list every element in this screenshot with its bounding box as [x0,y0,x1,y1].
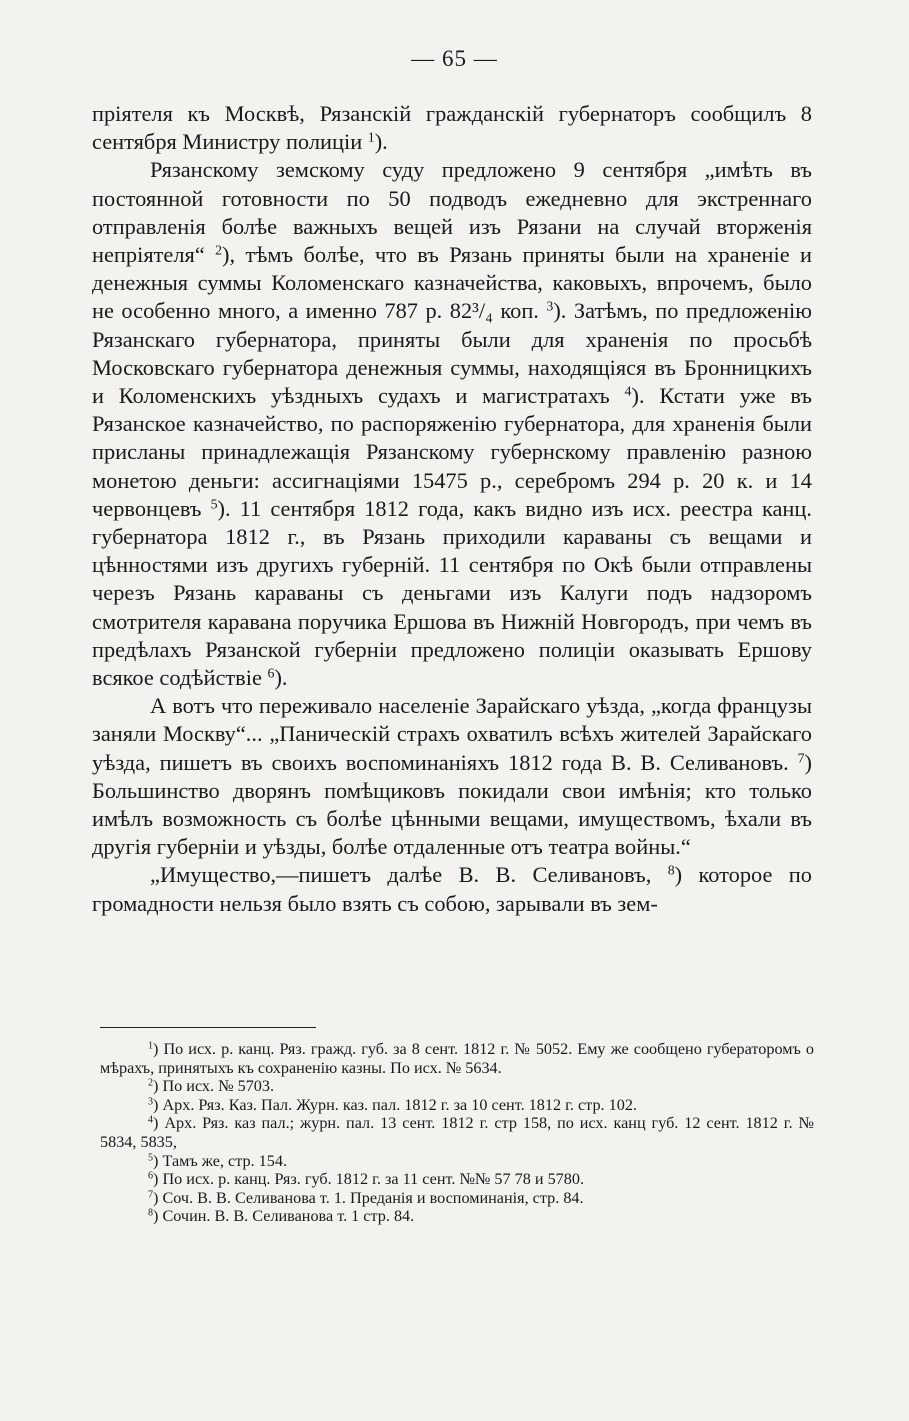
footnote-reference: 4 [624,384,632,400]
footnote-reference: 8 [667,863,675,879]
text-run: ). Кстати уже въ Рязанское казначейство, по распоряженію губернатора, для храненія были присланы принадлежащія Рязанскому губернскому правленію разною монетою деньги: ассигнаціями 15475 р., серебромъ 294 р. 20 к. и 14 червонцевъ [92,383,812,521]
footnote-marker: 8 [148,1207,154,1219]
footnote-marker: 7 [148,1189,154,1201]
footnote-text: ) По исх. р. канц. Ряз. губ. 1812 г. за 11 сент. №№ 57 78 и 5780. [153,1170,584,1189]
text-run: ) Большинство дворянъ помѣщиковъ покидали свои имѣнія; кто только имѣлъ возможность съ болѣе цѣнными вещами, имуществомъ, ѣхали въ другія губерніи и уѣзды, болѣе отдаленные отъ театра войны.“ [92,749,812,860]
footnote-text: ) По исх. № 5703. [153,1077,275,1096]
footnote-marker: 2 [148,1077,154,1089]
footnote-text: ) Арх. Ряз. Каз. Пал. Журн. каз. пал. 1812 г. за 10 сент. 1812 г. стр. 102. [153,1095,637,1114]
footnote-text: ) Сочин. В. В. Селиванова т. 1 стр. 84. [153,1207,415,1226]
footnote-text: ) По исх. р. канц. Ряз. гражд. губ. за 8 сент. 1812 г. № 5052. Ему же сообщено губераторомъ о мѣрахъ, принятыхъ къ сохраненію казны. По исх. № 5634. [100,1040,814,1077]
footnote-marker: 5 [148,1152,154,1164]
text-run: ) которое по громадности нельзя было взять съ собою, зарывали въ зем- [92,862,812,916]
footnote-reference: 1 [367,130,375,146]
footnote-marker: 6 [148,1170,154,1182]
text-run: А вотъ что переживало населеніе Зарайскаго уѣзда, „когда французы заняли Москву“... „Паническій страхъ охватилъ всѣхъ жителей Зарайскаго уѣзда, пишетъ въ своихъ воспоминаніяхъ 1812 года В. В. Селивановъ. [92,693,812,775]
text-run: ). [274,665,288,691]
footnote [100,1207,814,1226]
body-paragraph [92,861,812,917]
footnote [100,1114,814,1151]
text-run: Рязанскому земскому суду предложено 9 сентября „имѣть въ постоянной готовности по 50 подводъ ежедневно для экстреннаго отправленія болѣе важныхъ вещей изъ Рязани на случай вторженія непріятеля“ [92,157,812,268]
page-number: — 65 — [411,46,498,71]
footnote-divider [100,1027,316,1028]
footnote-text: ) Арх. Ряз. каз пал.; журн. пал. 13 сент. 1812 г. стр 158, по исх. канц губ. 12 сент. 1812 г. № 5834, 5835, [100,1114,814,1151]
footnote [100,1170,814,1189]
footnote [100,1040,814,1077]
main-text [92,100,812,918]
text-run: ). [374,129,388,155]
footnotes-section [100,1040,814,1226]
footnote-reference: 7 [797,751,805,767]
text-run: ). 11 сентября 1812 года, какъ видно изъ исх. реестра канц. губернатора 1812 г., въ Рязань приходили караваны съ вещами и цѣнностями изъ другихъ губерній. 11 сентября по Окѣ были отправлены черезъ Рязань караваны съ деньгами изъ Калуги подъ надзоромъ смотрителя каравана поручика Ершова въ Нижній Новгородъ, при чемъ въ предѣлахъ Рязанской губерніи предложено полиціи оказывать Ершову всякое содѣйствіе [92,495,812,691]
text-run: ), тѣмъ болѣе, что въ Рязань приняты были на храненіе и денежныя суммы Коломенскаго казначейства, каковыхъ, впрочемъ, было не особенно много, а именно 787 р. 82³/₄ коп. [92,242,812,324]
text-run: пріятеля къ Москвѣ, Рязанскій гражданскій губернаторъ сообщилъ 8 сентября Министру полиціи [92,101,812,155]
body-paragraph [92,692,812,861]
footnote-marker: 3 [148,1096,154,1108]
footnote-text: ) Соч. В. В. Селиванова т. 1. Преданія и воспоминанія, стр. 84. [153,1188,584,1207]
footnote [100,1077,814,1096]
footnote [100,1189,814,1208]
text-run: „Имущество,—пишетъ далѣе В. В. Селивановъ, [150,862,668,888]
text-run: ). Затѣмъ, по предложенію Рязанскаго губернатора, приняты были для храненія по просьбѣ Московскаго губернатора денежныя суммы, находящіяся въ Бронницкихъ и Коломенскихъ уѣздныхъ судахъ и магистратахъ [92,298,812,409]
footnote-reference: 2 [215,243,223,259]
body-paragraph [92,100,812,156]
footnote-reference: 6 [267,666,275,682]
footnote-reference: 3 [546,299,554,315]
footnote-reference: 5 [210,497,218,513]
footnote-marker: 1 [148,1040,154,1052]
footnote-marker: 4 [148,1114,154,1126]
footnote [100,1096,814,1115]
footnote-text: ) Тамъ же, стр. 154. [153,1151,288,1170]
footnote [100,1152,814,1171]
body-paragraph [92,156,812,692]
